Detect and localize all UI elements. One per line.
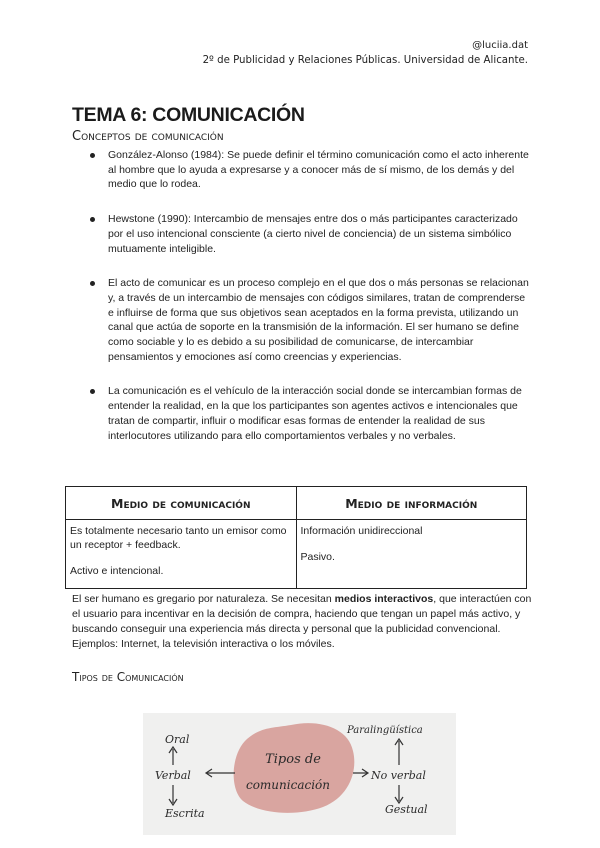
paragraph-text: , que interactúen con el usuario para incentivar en la decisión de compra, haciendo que tengan un papel más activo, y buscando conseguir una experiencia más directa y personal que la publicidad convencional. Ejemplos: Internet, la televisión interactiva o los móviles.	[72, 593, 532, 650]
section-heading-types: Tipos de Comunicación	[72, 670, 184, 684]
page-title: TEMA 6: COMUNICACIÓN	[72, 104, 305, 126]
table-header-communication: Medio de comunicación	[66, 487, 297, 520]
table-row	[66, 520, 527, 589]
table-cell-communication	[66, 520, 297, 589]
bullet-icon	[90, 389, 95, 394]
sketch-drawing	[143, 713, 456, 835]
arrow-to-verbal	[206, 769, 235, 777]
arrow-to-oral	[169, 747, 177, 765]
course-info: 2º de Publicidad y Relaciones Públicas. Universidad de Alicante.	[202, 55, 528, 66]
bullet-icon	[90, 153, 95, 158]
cell-text: Información unidireccional	[300, 525, 423, 537]
arrow-to-escrita	[169, 785, 177, 805]
list-item-text: González-Alonso (1984): Se puede definir el término comunicación como el acto inherente al hombre que lo ayuda a expresarse y a conocer más de sí mismo, de los demás y del medio que lo rodea.	[108, 149, 529, 191]
list-item	[90, 276, 530, 364]
section-heading-concepts: Conceptos de comunicación	[72, 129, 224, 144]
center-label-line1: Tipos de	[265, 752, 321, 767]
table-header-information: Medio de información	[296, 487, 527, 520]
bullet-icon	[90, 281, 95, 286]
center-blob	[234, 723, 355, 813]
comparison-table	[65, 486, 527, 589]
list-item-text: La comunicación es el vehículo de la interacción social donde se intercambian formas de entender la realidad, en la que los participantes son agentes activos e intencionales que tratan de compartir, influir o modificar esas formas de entender la realidad de sus interlocutores utilizando para ello comportamientos verbales y no verbales.	[108, 385, 522, 442]
bullet-icon	[90, 217, 95, 222]
communication-types-sketch	[143, 713, 456, 835]
concepts-list	[90, 148, 530, 443]
list-item-text: El acto de comunicar es un proceso complejo en el que dos o más personas se relacionan y, a través de un intercambio de mensajes con códigos similares, tratan de comprenderse e influirse de forma que sus objetivos sean aceptados en la forma prevista, utilizando un canal que actúa de soporte en la transmisión de la información. El ser humano se define como sociable y lo es debido a su posibilidad de comunicarse, de intercambiar pensamientos y emociones así como creencias y experiencias.	[108, 277, 529, 363]
table-header-row	[66, 487, 527, 520]
label-escrita: Escrita	[165, 807, 205, 820]
label-paralinguistica: Paralingüística	[347, 725, 423, 736]
list-item	[90, 148, 530, 192]
arrow-to-no-verbal	[353, 769, 368, 777]
list-item	[90, 212, 530, 256]
cell-text: Es totalmente necesario tanto un emisor como un receptor + feedback.	[70, 525, 287, 551]
interactive-media-paragraph	[72, 592, 532, 652]
label-verbal: Verbal	[155, 769, 191, 782]
label-oral: Oral	[165, 733, 190, 746]
author-handle: @luciia.dat	[472, 40, 528, 51]
center-label-line2: comunicación	[245, 778, 331, 792]
paragraph-emphasis: medios interactivos	[334, 593, 434, 605]
list-item	[90, 384, 530, 443]
label-no-verbal: No verbal	[371, 769, 426, 782]
table-cell-information	[296, 520, 527, 589]
list-item-text: Hewstone (1990): Intercambio de mensajes entre dos o más participantes caracterizado por el uso intencional consciente (a cierto nivel de conciencia) de un sistema simbólico mutuamente inteligible.	[108, 213, 518, 255]
arrow-to-paralinguistica	[395, 739, 403, 765]
paragraph-text: El ser humano es gregario por naturaleza. Se necesitan	[72, 593, 335, 605]
arrow-to-gestual	[395, 785, 403, 803]
label-gestual: Gestual	[385, 803, 428, 816]
cell-text: Pasivo.	[300, 551, 335, 563]
cell-text: Activo e intencional.	[70, 565, 164, 577]
